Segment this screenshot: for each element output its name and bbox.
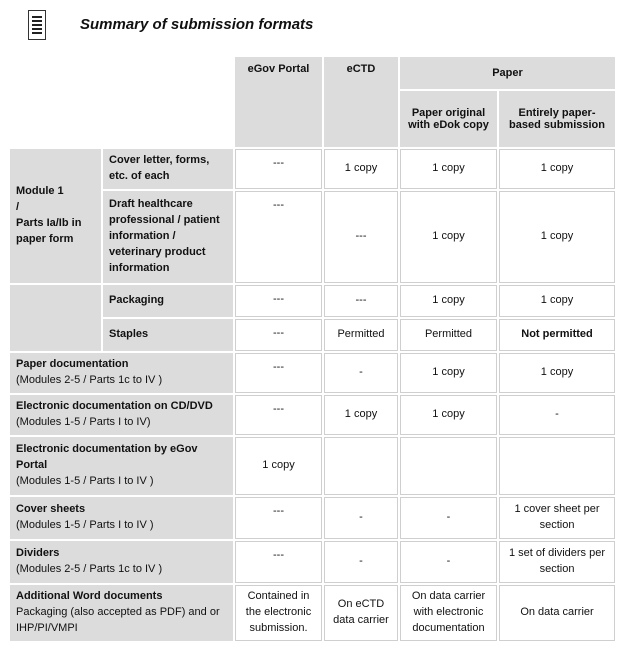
cell-entirely-paper: 1 copy bbox=[499, 191, 615, 283]
table-row bbox=[10, 149, 615, 189]
table-row bbox=[10, 395, 615, 435]
col-header-egov: eGov Portal bbox=[235, 57, 322, 147]
row-label: Dividers (Modules 2-5 / Parts 1c to IV ) bbox=[10, 541, 233, 583]
submission-formats-table bbox=[8, 55, 617, 643]
cell-egov: --- bbox=[235, 285, 322, 317]
cell-egov: --- bbox=[235, 191, 322, 283]
cell-egov: 1 copy bbox=[235, 437, 322, 495]
cell-paper-original bbox=[400, 437, 497, 495]
cell-paper-original: 1 copy bbox=[400, 191, 497, 283]
cell-entirely-paper: 1 copy bbox=[499, 353, 615, 393]
row-label: Paper documentation (Modules 2-5 / Parts 1c to IV ) bbox=[10, 353, 233, 393]
cell-egov: --- bbox=[235, 319, 322, 351]
row-label: Electronic documentation on CD/DVD (Modules 1-5 / Parts I to IV) bbox=[10, 395, 233, 435]
table-row bbox=[10, 285, 615, 317]
cell-entirely-paper: Not permitted bbox=[499, 319, 615, 351]
cell-paper-original: Permitted bbox=[400, 319, 497, 351]
cell-ectd: - bbox=[324, 541, 398, 583]
col-header-paper-original: Paper original with eDok copy bbox=[400, 91, 497, 147]
cell-egov: --- bbox=[235, 149, 322, 189]
row-label: Cover letter, forms, etc. of each bbox=[103, 149, 233, 189]
cell-paper-original: - bbox=[400, 497, 497, 539]
table-row bbox=[10, 353, 615, 393]
row-label: Electronic documentation by eGov Portal (Modules 1-5 / Parts I to IV ) bbox=[10, 437, 233, 495]
title-row bbox=[28, 8, 46, 42]
row-label: Staples bbox=[103, 319, 233, 351]
cell-entirely-paper: 1 copy bbox=[499, 149, 615, 189]
table-row bbox=[10, 541, 615, 583]
cell-entirely-paper: 1 copy bbox=[499, 285, 615, 317]
cell-ectd: 1 copy bbox=[324, 149, 398, 189]
document-icon bbox=[28, 10, 46, 40]
cell-egov: --- bbox=[235, 497, 322, 539]
table-row bbox=[10, 437, 615, 495]
row-label: Packaging bbox=[103, 285, 233, 317]
col-header-ectd: eCTD bbox=[324, 57, 398, 147]
cell-ectd: --- bbox=[324, 285, 398, 317]
row-label: Additional Word documents Packaging (also accepted as PDF) and or IHP/PI/VMPI bbox=[10, 585, 233, 641]
cell-entirely-paper: 1 cover sheet per section bbox=[499, 497, 615, 539]
cell-paper-original: On data carrier with electronic documentation bbox=[400, 585, 497, 641]
module1-group-label: Module 1 / Parts Ia/Ib in paper form bbox=[10, 149, 101, 283]
cell-egov: Contained in the electronic submission. bbox=[235, 585, 322, 641]
row-label: Draft healthcare professional / patient information / veterinary product information bbox=[103, 191, 233, 283]
table-row bbox=[10, 585, 615, 641]
page-title: Summary of submission formats bbox=[80, 16, 314, 33]
col-header-paper: Paper bbox=[400, 57, 615, 89]
cell-ectd: Permitted bbox=[324, 319, 398, 351]
cell-paper-original: 1 copy bbox=[400, 353, 497, 393]
cell-egov: --- bbox=[235, 541, 322, 583]
cell-ectd: - bbox=[324, 497, 398, 539]
header-blank bbox=[10, 57, 233, 147]
cell-entirely-paper: 1 set of dividers per section bbox=[499, 541, 615, 583]
cell-egov: --- bbox=[235, 395, 322, 435]
cell-ectd bbox=[324, 437, 398, 495]
col-header-entirely-paper: Entirely paper-based submission bbox=[499, 91, 615, 147]
module1-blank-label bbox=[10, 285, 101, 351]
cell-egov: --- bbox=[235, 353, 322, 393]
cell-ectd: On eCTD data carrier bbox=[324, 585, 398, 641]
table-row bbox=[10, 497, 615, 539]
cell-paper-original: 1 copy bbox=[400, 285, 497, 317]
cell-paper-original: 1 copy bbox=[400, 149, 497, 189]
cell-paper-original: - bbox=[400, 541, 497, 583]
cell-entirely-paper: On data carrier bbox=[499, 585, 615, 641]
cell-ectd: --- bbox=[324, 191, 398, 283]
row-label: Cover sheets (Modules 1-5 / Parts I to IV ) bbox=[10, 497, 233, 539]
cell-ectd: 1 copy bbox=[324, 395, 398, 435]
cell-paper-original: 1 copy bbox=[400, 395, 497, 435]
cell-ectd: - bbox=[324, 353, 398, 393]
cell-entirely-paper: - bbox=[499, 395, 615, 435]
cell-entirely-paper bbox=[499, 437, 615, 495]
